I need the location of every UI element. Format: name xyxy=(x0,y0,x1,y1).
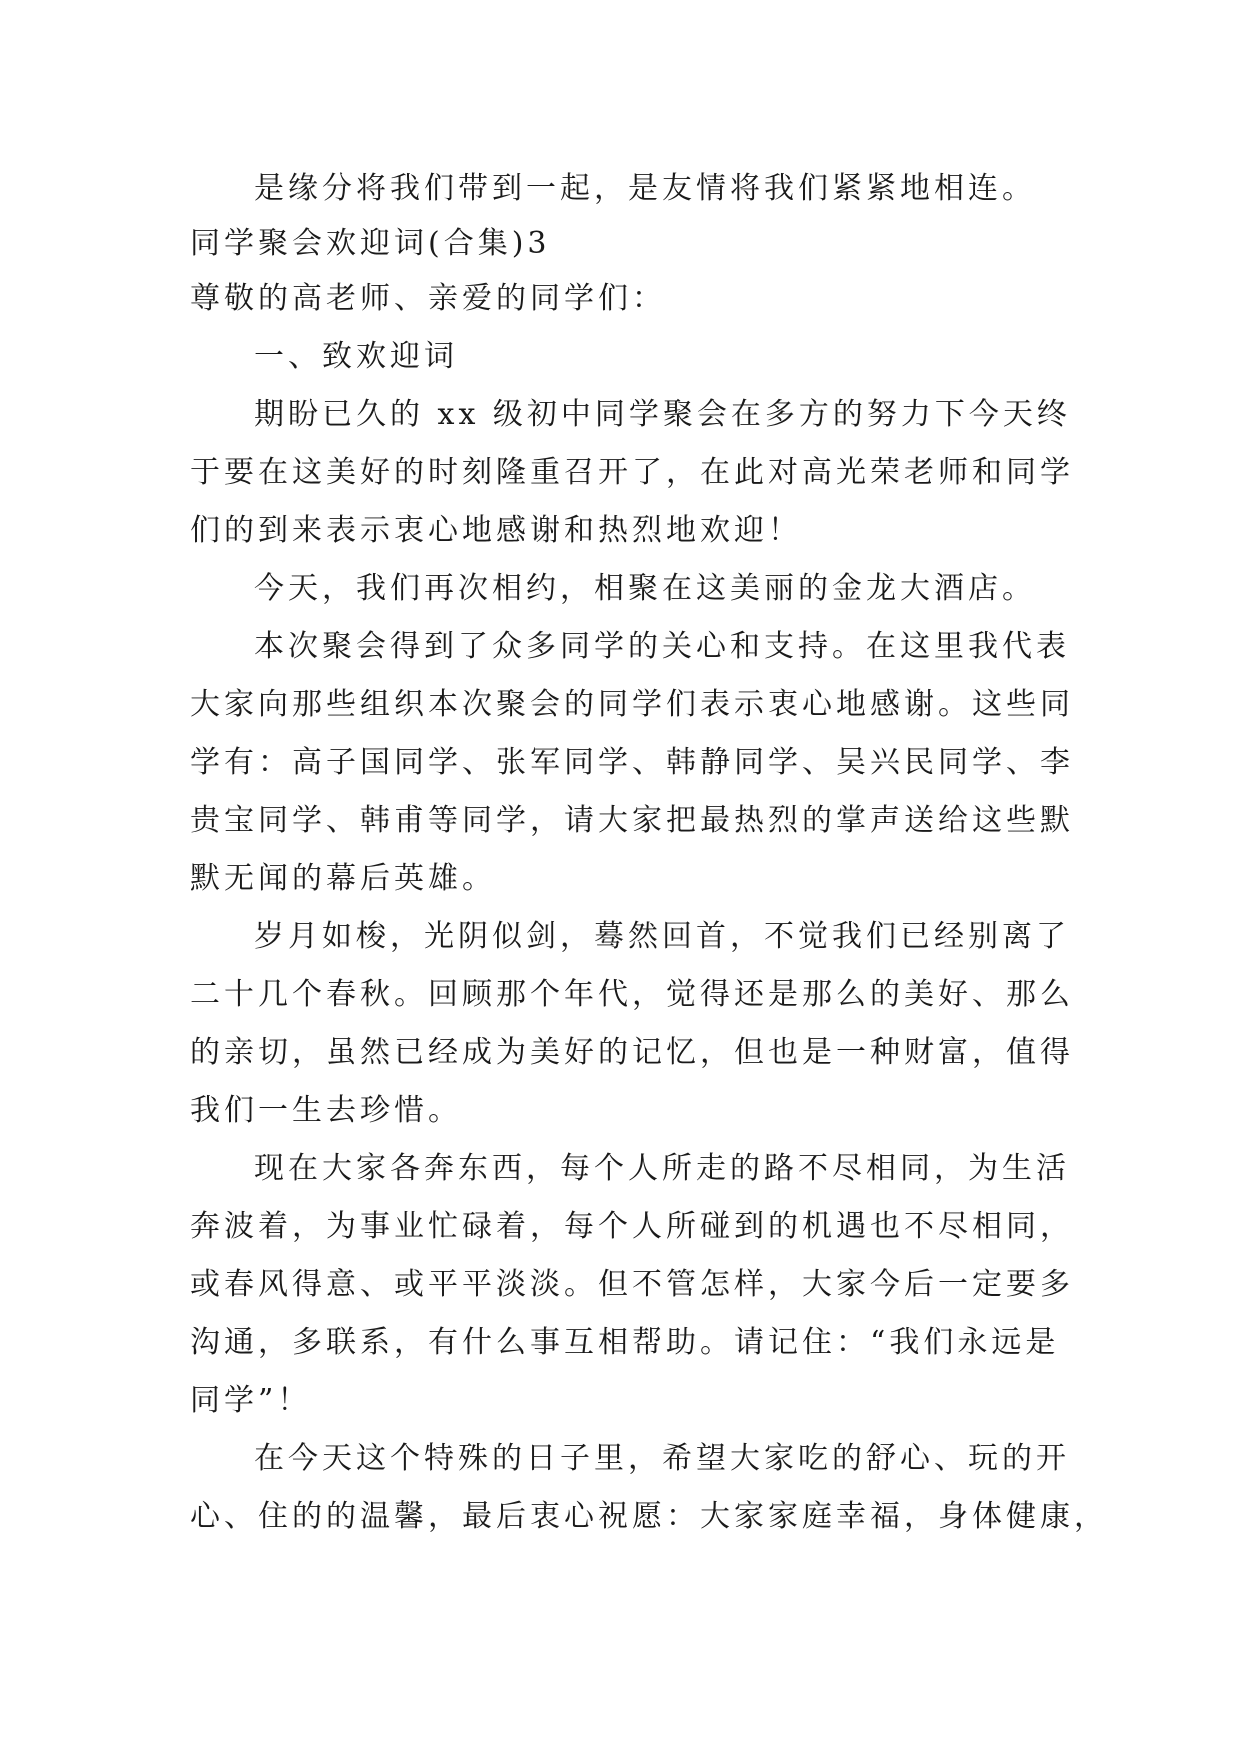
paragraph-line: 二十几个春秋。回顾那个年代，觉得还是那么的美好、那么 xyxy=(190,977,1074,1012)
paragraph-line: 现在大家各奔东西，每个人所走的路不尽相同，为生活 xyxy=(254,1151,1070,1186)
section-title: 同学聚会欢迎词(合集)3 xyxy=(190,226,551,261)
salutation: 尊敬的高老师、亲爱的同学们： xyxy=(190,281,666,316)
paragraph-line: 岁月如梭，光阴似剑，蓦然回首，不觉我们已经别离了 xyxy=(254,919,1070,954)
paragraph-line: 是缘分将我们带到一起，是友情将我们紧紧地相连。 xyxy=(254,171,1036,206)
paragraph-line: 贵宝同学、韩甫等同学，请大家把最热烈的掌声送给这些默 xyxy=(190,803,1074,838)
paragraph-line: 心、住的的温馨，最后衷心祝愿：大家家庭幸福，身体健康， xyxy=(190,1499,1108,1534)
paragraph-line: 于要在这美好的时刻隆重召开了，在此对高光荣老师和同学 xyxy=(190,455,1074,490)
paragraph-line: 奔波着，为事业忙碌着，每个人所碰到的机遇也不尽相同， xyxy=(190,1209,1074,1244)
subheading: 一、致欢迎词 xyxy=(254,339,458,374)
paragraph-line: 学有：高子国同学、张军同学、韩静同学、吴兴民同学、李 xyxy=(190,745,1074,780)
paragraph-line: 大家向那些组织本次聚会的同学们表示衷心地感谢。这些同 xyxy=(190,687,1074,722)
paragraph-line: 默无闻的幕后英雄。 xyxy=(190,861,496,896)
paragraph-line: 本次聚会得到了众多同学的关心和支持。在这里我代表 xyxy=(254,629,1070,664)
paragraph-line: 期盼已久的 xx 级初中同学聚会在多方的努力下今天终 xyxy=(254,397,1071,432)
paragraph-line: 们的到来表示衷心地感谢和热烈地欢迎！ xyxy=(190,513,802,548)
paragraph-line: 同学”！ xyxy=(190,1383,312,1418)
paragraph-line: 今天，我们再次相约，相聚在这美丽的金龙大酒店。 xyxy=(254,571,1036,606)
paragraph-line: 的亲切，虽然已经成为美好的记忆，但也是一种财富，值得 xyxy=(190,1035,1074,1070)
paragraph-line: 我们一生去珍惜。 xyxy=(190,1093,462,1128)
document-page xyxy=(190,160,1108,1546)
paragraph-line: 沟通，多联系，有什么事互相帮助。请记住：“我们永远是 xyxy=(190,1325,1060,1360)
paragraph-line: 在今天这个特殊的日子里，希望大家吃的舒心、玩的开 xyxy=(254,1441,1070,1476)
paragraph-line: 或春风得意、或平平淡淡。但不管怎样，大家今后一定要多 xyxy=(190,1267,1074,1302)
